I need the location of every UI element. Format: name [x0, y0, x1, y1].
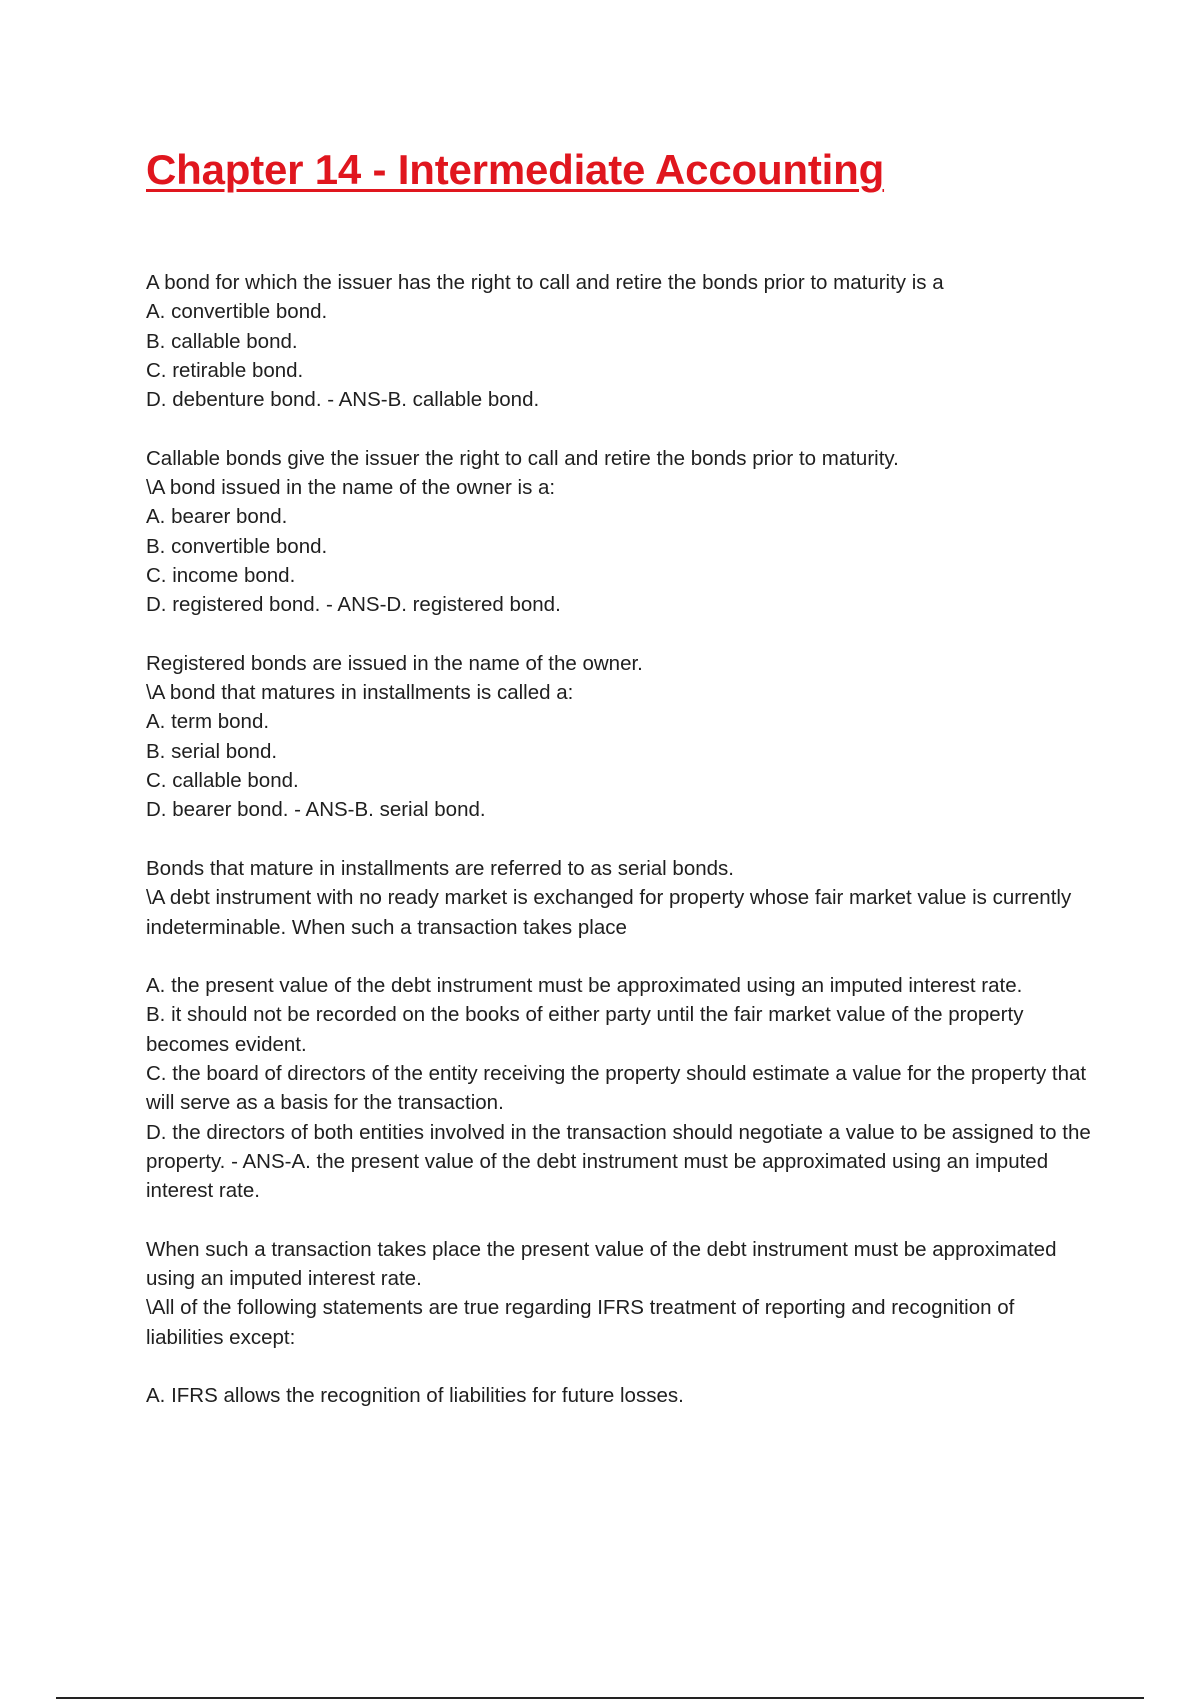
text-line: \A bond that matures in installments is called a: — [146, 681, 574, 705]
page-title: Chapter 14 - Intermediate Accounting — [146, 146, 885, 193]
text-line: B. it should not be recorded on the books of either party until the fair market value of the property becomes evident. — [146, 1003, 1024, 1056]
text-line: D. registered bond. - ANS-D. registered bond. — [146, 593, 561, 617]
question-block-4 — [146, 854, 1096, 942]
question-block-7 — [146, 1381, 1096, 1410]
text-line: B. callable bond. — [146, 329, 298, 353]
text-line: C. the board of directors of the entity receiving the property should estimate a value for the property that will serve as a basis for the transaction. — [146, 1062, 1087, 1115]
text-line: B. convertible bond. — [146, 534, 328, 558]
document-body — [146, 268, 1096, 1440]
text-line: A. the present value of the debt instrument must be approximated using an imputed interest rate. — [146, 974, 1023, 998]
text-line: A. convertible bond. — [146, 300, 328, 324]
text-line: C. income bond. — [146, 563, 296, 587]
text-line: A. term bond. — [146, 710, 270, 734]
text-line: Bonds that mature in installments are referred to as serial bonds. — [146, 856, 734, 880]
text-line: \All of the following statements are true regarding IFRS treatment of reporting and recognition of liabilities except: — [146, 1296, 1015, 1349]
text-line: A. bearer bond. — [146, 505, 288, 529]
text-line: D. the directors of both entities involved in the transaction should negotiate a value to be assigned to the property. - ANS-A. the present value of the debt instrument must be approximated using an imputed interest rate. — [146, 1120, 1091, 1203]
text-line: D. debenture bond. - ANS-B. callable bond. — [146, 388, 540, 412]
question-block-3 — [146, 649, 1096, 825]
text-line: B. serial bond. — [146, 739, 278, 763]
text-line: \A debt instrument with no ready market is exchanged for property whose fair market value is currently indeterminable. When such a transaction takes place — [146, 886, 1072, 939]
text-line: A bond for which the issuer has the right to call and retire the bonds prior to maturity is a — [146, 271, 944, 294]
text-line: C. callable bond. — [146, 769, 299, 793]
text-line: A. IFRS allows the recognition of liabilities for future losses. — [146, 1384, 684, 1408]
text-line: \A bond issued in the name of the owner is a: — [146, 476, 556, 500]
text-line: C. retirable bond. — [146, 358, 304, 382]
question-block-2 — [146, 444, 1096, 620]
footer-divider — [56, 1697, 1144, 1699]
question-block-5 — [146, 971, 1096, 1205]
question-block-1 — [146, 268, 1096, 414]
text-line: Callable bonds give the issuer the right to call and retire the bonds prior to maturity. — [146, 446, 899, 470]
text-line: D. bearer bond. - ANS-B. serial bond. — [146, 798, 486, 822]
question-block-6 — [146, 1235, 1096, 1352]
text-line: When such a transaction takes place the present value of the debt instrument must be approximated using an imputed interest rate. — [146, 1237, 1057, 1291]
text-line: Registered bonds are issued in the name of the owner. — [146, 651, 643, 675]
